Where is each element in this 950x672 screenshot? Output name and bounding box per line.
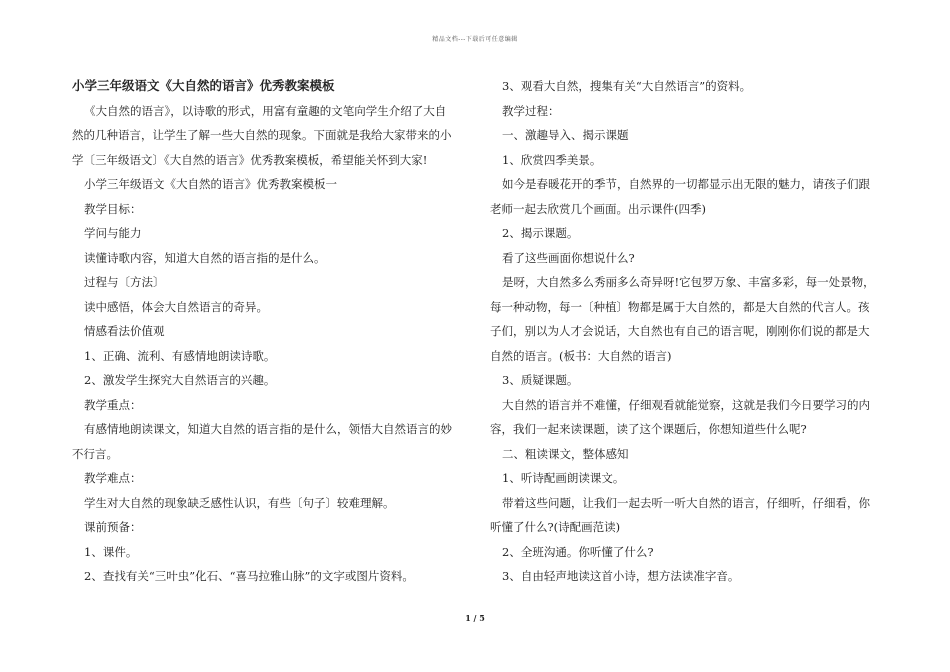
paragraph: 教学目标：: [84, 201, 142, 216]
paragraph: 课前预备：: [84, 520, 142, 534]
paragraph: 一、激趣导入、揭示课题: [502, 128, 629, 142]
paragraph: 3、观看大自然，搜集有关“大自然语言”的资料。: [502, 79, 752, 93]
paragraph: 教学难点：: [84, 471, 142, 485]
paragraph: 情感看法价值观: [84, 324, 165, 338]
paragraph: 1、欣赏四季美景。: [502, 152, 602, 167]
paragraph: 小学三年级语文《大自然的语言》优秀教案模板一: [84, 177, 337, 191]
paragraph: 读懂诗歌内容，知道大自然的语言指的是什么。: [84, 250, 326, 265]
paragraph: 1、听诗配画朗读课文。: [502, 471, 625, 485]
paragraph: 教学重点：: [84, 397, 142, 412]
paragraph: 3、质疑课题。: [502, 373, 579, 387]
paragraph: 大自然的语言并不难懂，仔细观看就能觉察，这就是我们今日要学习的内容，我们一起来读课题，读了这个课题后，你想知道些什么呢?: [490, 397, 870, 436]
paragraph: 3、自由轻声地读这首小诗，想方法读准字音。: [502, 569, 740, 583]
paragraph: 如今是春暖花开的季节，自然界的一切都显示出无限的魅力，请孩子们跟老师一起去欣赏几个画面。出示课件(四季): [490, 177, 870, 216]
left-column: [72, 74, 456, 589]
paragraph: 2、全班沟通。你听懂了什么?: [502, 544, 654, 559]
paragraph: 2、激发学生探究大自然语言的兴趣。: [84, 373, 276, 387]
paragraph: 读中感悟，体会大自然语言的奇异。: [84, 299, 268, 314]
paragraph: 看了这些画面你想说什么?: [502, 250, 635, 265]
paragraph: 有感情地朗读课文，知道大自然的语言指的是什么，领悟大自然语言的妙不行言。: [72, 422, 452, 461]
paragraph: 1、正确、流利、有感情地朗读诗歌。: [84, 348, 276, 363]
paragraph: 带着这些问题，让我们一起去听一听大自然的语言，仔细听，仔细看，你听懂了什么?(诗配画范读): [490, 495, 870, 534]
document-title: 小学三年级语文《大自然的语言》优秀教案模板: [72, 78, 335, 93]
paragraph: 学生对大自然的现象缺乏感性认识，有些〔句子〕较难理解。: [84, 495, 395, 510]
paragraph: 学问与能力: [84, 226, 142, 240]
paragraph: 教学过程：: [502, 103, 560, 118]
header-note: 精品文档---下载后可任意编辑: [432, 36, 518, 43]
paragraph: 二、粗读课文，整体感知: [502, 446, 629, 461]
page-number: 1 / 5: [465, 613, 485, 623]
paragraph: 1、课件。: [84, 544, 138, 559]
paragraph: 2、揭示课题。: [502, 226, 579, 240]
paragraph: 2、查找有关“三叶虫”化石、“喜马拉雅山脉”的文字或图片资料。: [84, 569, 414, 583]
paragraph: 过程与〔方法〕: [84, 275, 165, 289]
right-column: [490, 74, 878, 589]
paragraph: 《大自然的语言》，以诗歌的形式，用富有童趣的文笔向学生介绍了大自然的几种语言，让学生了解一些大自然的现象。下面就是我给大家带来的小学〔三年级语文〕《大自然的语言》优秀教案模板，希望能关怀到大家!: [72, 103, 452, 167]
paragraph: 是呀，大自然多么秀丽多么奇异呀!它包罗万象、丰富多彩，每一处景物，每一种动物，每一〔种植〕物都是属于大自然的，都是大自然的代言人。孩子们，别以为人才会说话，大自然也有自己的语言呢，刚刚你们说的都是大自然的语言。(板书：大自然的语言): [490, 275, 875, 363]
